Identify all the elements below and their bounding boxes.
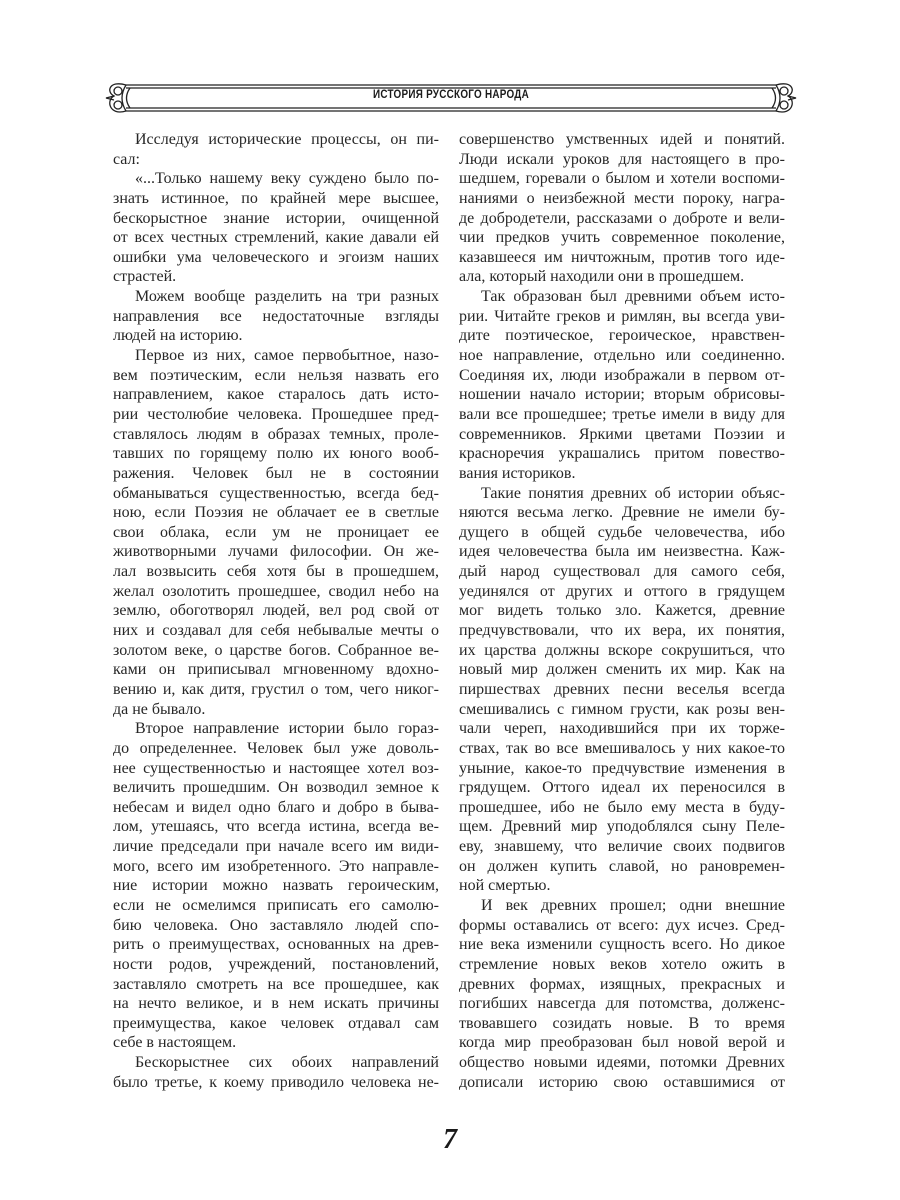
text-column-right: [459, 130, 785, 1092]
text-line: лом, утешаясь, что всегда истина, всегда ве-: [113, 818, 439, 836]
text-line: знать истинное, по крайней мере высшее,: [113, 189, 439, 207]
text-line: людей на историю.: [113, 327, 243, 345]
text-line: новый мир должен сменить их мир. Как на: [459, 661, 785, 679]
text-line: ношении начало истории; вторым обрисовы-: [459, 386, 785, 404]
text-line: тавших по горящему полю их юного вооб-: [113, 445, 439, 463]
text-line: казавшееся им ничтожным, против того иде-: [459, 248, 785, 266]
text-line: чали череп, находившийся при их торже-: [459, 720, 785, 738]
text-line: ной смертью.: [459, 877, 551, 895]
text-line: Люди искали уроков для настоящего в про-: [459, 150, 785, 168]
text-line: щем. Древний мир уподоблялся сыну Пеле-: [459, 818, 785, 836]
text-line: ние века изменили сущность всего. Но дикое: [459, 936, 785, 954]
text-line: уныние, какое-то предчувствие изменения в: [459, 759, 785, 777]
text-line: прошедшее, ибо не было ему места в буду-: [459, 798, 785, 816]
text-line: ставлялось людям в образах темных, проле-: [113, 425, 439, 443]
text-line: красноречия украшались притом повество-: [459, 445, 785, 463]
text-line: смешивались с гимном грусти, как розы вен-: [459, 700, 785, 718]
text-line: ное направление, отдельно или соединенно.: [459, 347, 785, 365]
text-line: золотом веке, о царстве богов. Собранное ве-: [113, 641, 439, 659]
text-line: ние истории можно назвать героическим,: [113, 877, 439, 895]
text-line: вания историков.: [459, 464, 576, 482]
paragraph: [459, 896, 785, 1092]
text-line: Исследуя исторические процессы, он пи-: [135, 131, 439, 148]
text-line: чии предков учить современное поколение,: [459, 229, 785, 247]
text-line: небесам и видел одно благо и добро в быва-: [113, 798, 439, 816]
text-line: де добродетели, рассказами о доброте и вели-: [459, 209, 785, 227]
paragraph: [113, 130, 439, 169]
text-line: когда мир преобразован был новой верой и: [459, 1034, 785, 1052]
text-line: предчувствовали, что их вера, их понятия,: [459, 622, 785, 640]
text-line: стремление новых веков хотело ожить в: [459, 955, 785, 973]
text-line: Так образован был древними объем исто-: [481, 288, 785, 306]
running-header-banner: [104, 78, 798, 118]
text-line: бию человека. Оно заставляло людей спо-: [113, 916, 439, 934]
text-line: заставляло смотреть на все прошедшее, как: [113, 975, 439, 993]
text-line: дописали историю свою оставшимися от: [459, 1073, 785, 1091]
text-line: общество новыми идеями, потомки Древних: [459, 1054, 785, 1072]
text-line: современников. Яркими цветами Поэзии и: [459, 425, 785, 443]
text-line: Бескорыстнее сих обоих направлений: [135, 1054, 439, 1072]
text-line: ражения. Человек был не в состоянии: [113, 464, 439, 482]
text-line: ности родов, учреждений, постановлений,: [113, 955, 439, 973]
text-line: рии честолюбие человека. Прошедшее пред-: [113, 405, 439, 423]
text-line: личие председали при начале всего им види-: [113, 838, 439, 856]
text-line: вем поэтическим, если нельзя назвать его: [113, 366, 439, 384]
text-line: обманываться существенностью, всегда бед-: [113, 484, 439, 502]
text-line: было третье, к коему приводило человека не-: [113, 1073, 439, 1091]
text-line: Соединяя их, люди изображали в первом от-: [459, 366, 785, 384]
paragraph: [459, 484, 785, 896]
paragraph: [113, 346, 439, 719]
text-line: себе в настоящем.: [113, 1034, 237, 1052]
page-number: 7: [443, 1124, 457, 1155]
text-line: Можем вообще разделить на три разных: [135, 288, 439, 306]
text-line: наниями о неизбежной мести пороку, награ-: [459, 189, 785, 207]
text-line: Такие понятия древних об истории объяс-: [481, 484, 785, 502]
text-line: няются весьма легко. Древние не имели бу-: [459, 504, 785, 522]
paragraph: [459, 130, 785, 287]
text-line: твовавшего созидать новые. В то время: [459, 1014, 785, 1032]
text-line: их царства должны вскоре сокрушиться, что: [459, 641, 785, 659]
text-line: грядущем. Оттого идеал их переносился в: [459, 779, 785, 797]
text-line: шедшем, горевали о былом и хотели воспоми-: [459, 170, 785, 188]
text-line: если не осмелимся приписать его самолю-: [113, 896, 439, 914]
text-line: уединялся от других и оттого в грядущем: [459, 582, 785, 600]
text-line: направления все недостаточные взгляды: [113, 307, 439, 325]
text-line: Первое из них, самое первобытное, назо-: [135, 347, 439, 365]
text-line: преимущества, какое человек отдавал сам: [113, 1014, 439, 1032]
text-line: ошибки ума человеческого и эгоизм наших: [113, 248, 439, 266]
running-header-title: ИСТОРИЯ РУССКОГО НАРОДА: [372, 89, 530, 101]
text-line: вению и, как дитя, грустил о том, чего никог-: [113, 680, 439, 698]
text-line: рить о преимуществах, основанных на древ-: [113, 936, 439, 954]
paragraph: [113, 1053, 439, 1092]
text-line: землю, обоготворял людей, вел род свой от: [113, 602, 439, 620]
text-line: Второе направление истории было гораз-: [135, 720, 439, 738]
text-line: животворными лучами философии. Он же-: [113, 543, 439, 561]
text-line: рии. Читайте греков и римлян, вы всегда уви-: [459, 307, 785, 325]
text-line: величить прошедшим. Он возводил земное к: [113, 779, 439, 797]
text-line: еву, знавшему, что величие своих подвигов: [459, 838, 785, 856]
text-line: них и создавал для себя небывалые мечты о: [113, 622, 439, 640]
text-line: погибших навсегда для потомства, долженс-: [459, 995, 785, 1013]
text-line: вали все прошедшее; третье имели в виду для: [459, 405, 785, 423]
text-line: древних формах, изящных, прекрасных и: [459, 975, 785, 993]
text-line: он должен купить славой, но рановремен-: [459, 857, 785, 875]
text-line: И век древних прошел; одни внешние: [481, 896, 785, 914]
text-line: ствах, так во все вмешивалось у них какое-то: [459, 739, 785, 757]
text-line: ками он приписывал мгновенному вдохно-: [113, 661, 439, 679]
text-line: «...Только нашему веку суждено было по-: [135, 170, 439, 188]
text-line: от всех честных стремлений, какие давали ей: [113, 229, 439, 247]
text-column-left: [113, 130, 439, 1092]
text-line: дущего в общей судьбе человечества, ибо: [459, 523, 785, 541]
text-line: мого, всего им изобретенного. Это направле-: [113, 857, 439, 875]
text-line: свои облака, если ум не проницает ее: [113, 523, 439, 541]
text-line: желал озолотить прошедшее, сводил небо на: [113, 582, 439, 600]
paragraph: [113, 287, 439, 346]
text-line: дите поэтическое, героическое, нравствен-: [459, 327, 785, 345]
text-line: нее существенностью и настоящее хотел воз-: [113, 759, 439, 777]
text-line: направлением, какое старалось дать исто-: [113, 386, 439, 404]
paragraph: [113, 169, 439, 287]
text-line: ною, если Поэзия не облачает ее в светлые: [113, 504, 439, 522]
text-line: сал:: [113, 150, 140, 168]
paragraph: [459, 287, 785, 483]
text-line: пиршествах древних песни веселья всегда: [459, 680, 785, 698]
text-line: страстей.: [113, 268, 177, 286]
text-line: мог видеть только зло. Кажется, древние: [459, 602, 785, 620]
paragraph: [113, 719, 439, 1053]
text-line: бескорыстное знание истории, очищенной: [113, 209, 439, 227]
text-line: ала, который находили они в прошедшем.: [459, 268, 745, 286]
text-line: дый народ существовал для самого себя,: [459, 563, 785, 581]
text-line: идея человечества была им неизвестна. Каж-: [459, 543, 785, 561]
text-line: совершенство умственных идей и понятий.: [459, 131, 785, 148]
text-line: да не бывало.: [113, 700, 206, 718]
text-line: до определеннее. Человек был уже доволь-: [113, 739, 439, 757]
text-line: лал возвысить себя хотя бы в прошедшем,: [113, 563, 439, 581]
text-line: на нечто великое, и в нем искать причины: [113, 995, 439, 1013]
text-line: формы оставались от всего: дух исчез. Сред-: [459, 916, 785, 934]
